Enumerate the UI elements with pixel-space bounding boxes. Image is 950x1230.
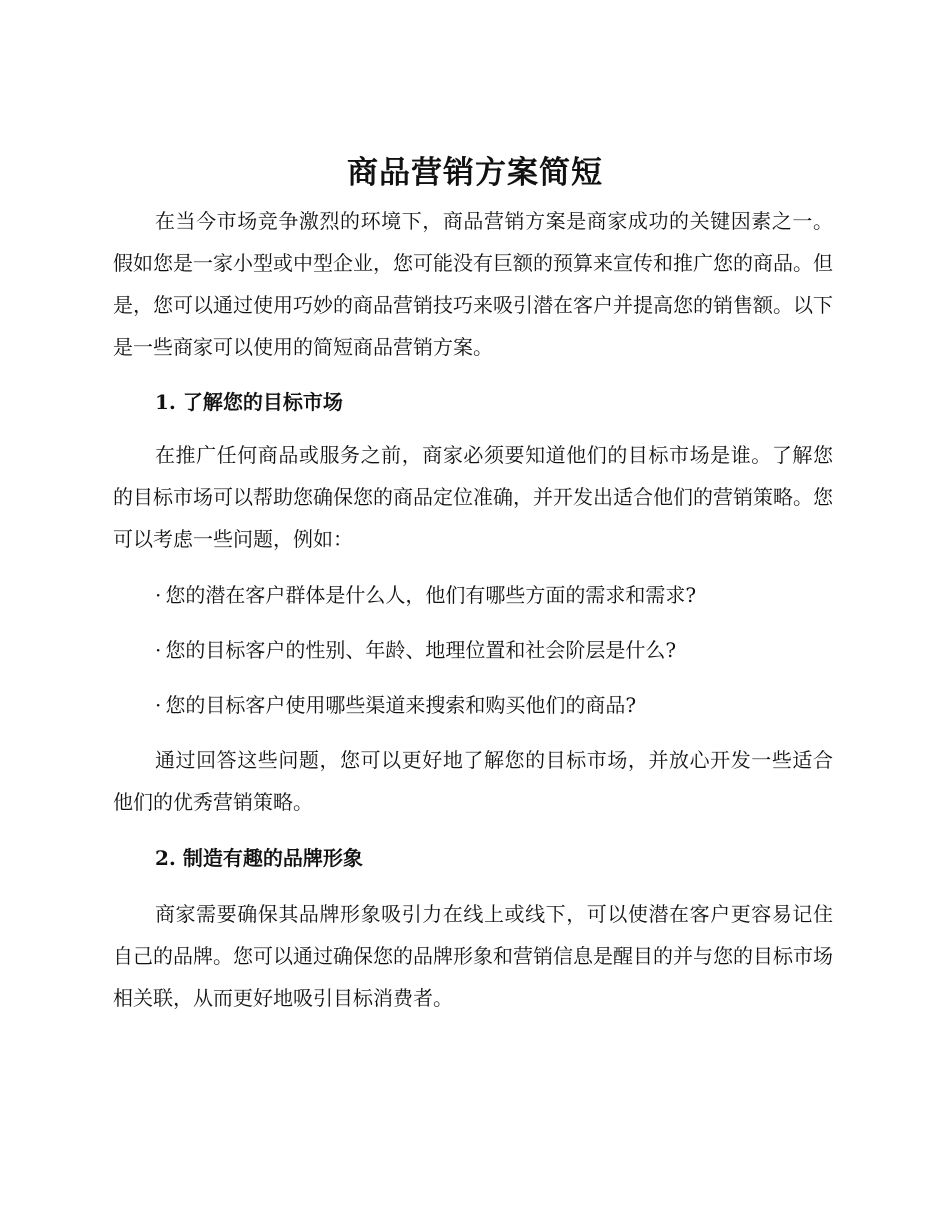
section-2-paragraph: 商家需要确保其品牌形象吸引力在线上或线下，可以使潜在客户更容易记住自己的品牌。您可以通过确保您的品牌形象和营销信息是醒目的并与您的目标市场相关联，从而更好地吸引目标消费者。 (113, 902, 833, 1010)
intro-paragraph: 在当今市场竞争激烈的环境下，商品营销方案是商家成功的关键因素之一。假如您是一家小型或中型企业，您可能没有巨额的预算来宣传和推广您的商品。但是，您可以通过使用巧妙的商品营销技巧来吸引潜在客户并提高您的销售额。以下是一些商家可以使用的简短商品营销方案。 (113, 209, 833, 359)
bullet-item (155, 690, 636, 720)
bullet-dot: · (155, 583, 162, 607)
bullet-item (155, 635, 676, 665)
section-1-paragraph: 在推广任何商品或服务之前，商家必须要知道他们的目标市场是谁。了解您的目标市场可以帮助您确保您的商品定位准确，并开发出适合他们的营销策略。您可以考虑一些问题，例如： (113, 443, 833, 551)
section-1-heading: 1. 了解您的目标市场 (155, 390, 343, 414)
section-1-closing: 通过回答这些问题，您可以更好地了解您的目标市场，并放心开发一些适合他们的优秀营销策略。 (113, 748, 833, 814)
bullet-dot: · (155, 638, 162, 662)
bullet-dot: · (155, 693, 162, 717)
bullet-text: 您的潜在客户群体是什么人，他们有哪些方面的需求和需求? (165, 583, 697, 607)
bullet-text: 您的目标客户使用哪些渠道来搜索和购买他们的商品? (165, 693, 637, 717)
bullet-item (155, 580, 696, 610)
section-2-heading: 2. 制造有趣的品牌形象 (155, 846, 363, 870)
bullet-text: 您的目标客户的性别、年龄、地理位置和社会阶层是什么? (165, 638, 677, 662)
document-title: 商品营销方案简短 (347, 155, 603, 191)
